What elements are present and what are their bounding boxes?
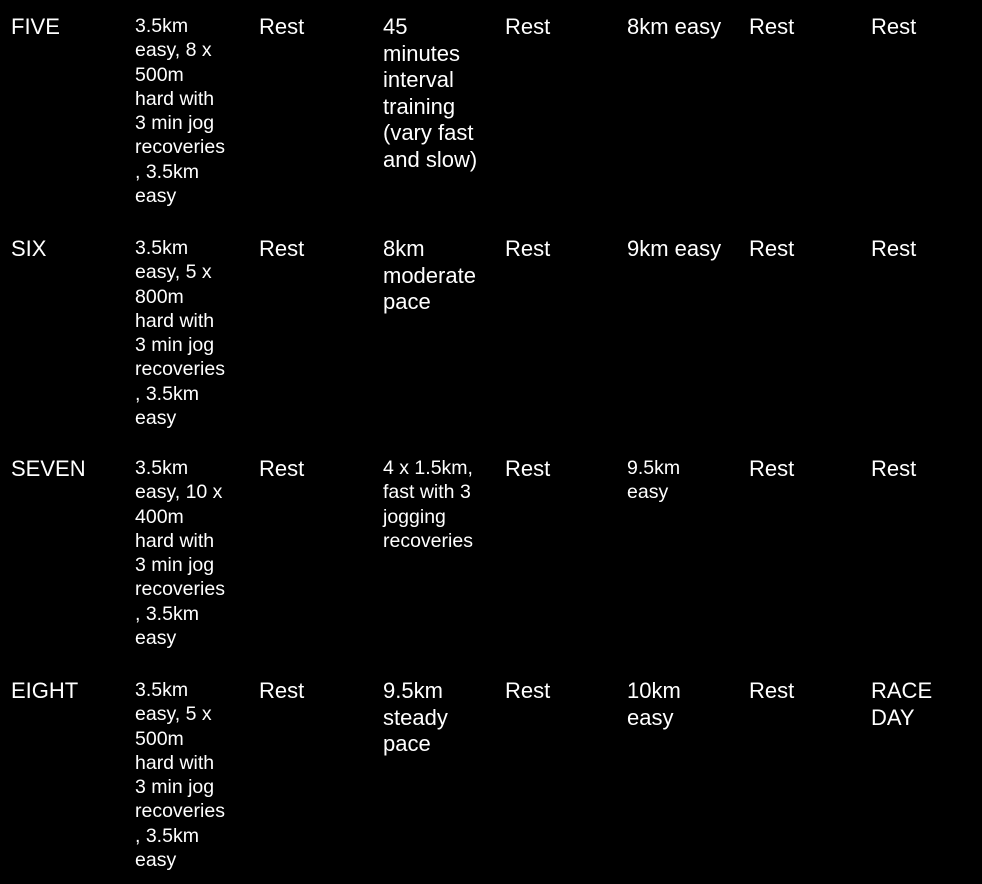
day3-cell: 8km moderate pace — [383, 236, 476, 314]
day2-cell: Rest — [259, 14, 305, 39]
table-row — [0, 222, 982, 442]
day1-cell: 3.5km easy, 8 x 500m hard with 3 min jog recoveries , 3.5km easy — [135, 15, 225, 208]
day7-cell: Rest — [871, 456, 917, 481]
day2-cell: Rest — [259, 456, 305, 481]
day7-cell: Rest — [871, 14, 917, 39]
day4-cell: Rest — [505, 236, 551, 261]
week-label: SEVEN — [11, 456, 86, 481]
day6-cell: Rest — [749, 236, 795, 261]
day1-cell: 3.5km easy, 5 x 500m hard with 3 min jog recoveries , 3.5km easy — [135, 679, 225, 872]
day4-cell: Rest — [505, 678, 551, 703]
table-row — [0, 664, 982, 884]
week-label: EIGHT — [11, 678, 79, 703]
table-row — [0, 0, 982, 222]
week-label: FIVE — [11, 14, 60, 39]
day7-cell: Rest — [871, 236, 917, 261]
day1-cell: 3.5km easy, 5 x 800m hard with 3 min jog recoveries , 3.5km easy — [135, 237, 225, 430]
day1-cell: 3.5km easy, 10 x 400m hard with 3 min jog recoveries , 3.5km easy — [135, 457, 225, 650]
day5-cell: 9km easy — [627, 236, 722, 261]
table-row — [0, 442, 982, 664]
day5-cell: 8km easy — [627, 14, 722, 39]
day3-cell: 9.5km steady pace — [383, 678, 448, 756]
day2-cell: Rest — [259, 236, 305, 261]
week-label: SIX — [11, 236, 47, 261]
day5-cell: 10km easy — [627, 678, 681, 730]
day7-cell: RACE DAY — [871, 678, 933, 730]
day6-cell: Rest — [749, 678, 795, 703]
day6-cell: Rest — [749, 456, 795, 481]
day6-cell: Rest — [749, 14, 795, 39]
day3-cell: 4 x 1.5km, fast with 3 jogging recoveries — [383, 457, 473, 552]
day3-cell: 45 minutes interval training (vary fast and slow) — [383, 14, 478, 172]
day5-cell: 9.5km easy — [627, 457, 681, 504]
day4-cell: Rest — [505, 14, 551, 39]
day2-cell: Rest — [259, 678, 305, 703]
day4-cell: Rest — [505, 456, 551, 481]
